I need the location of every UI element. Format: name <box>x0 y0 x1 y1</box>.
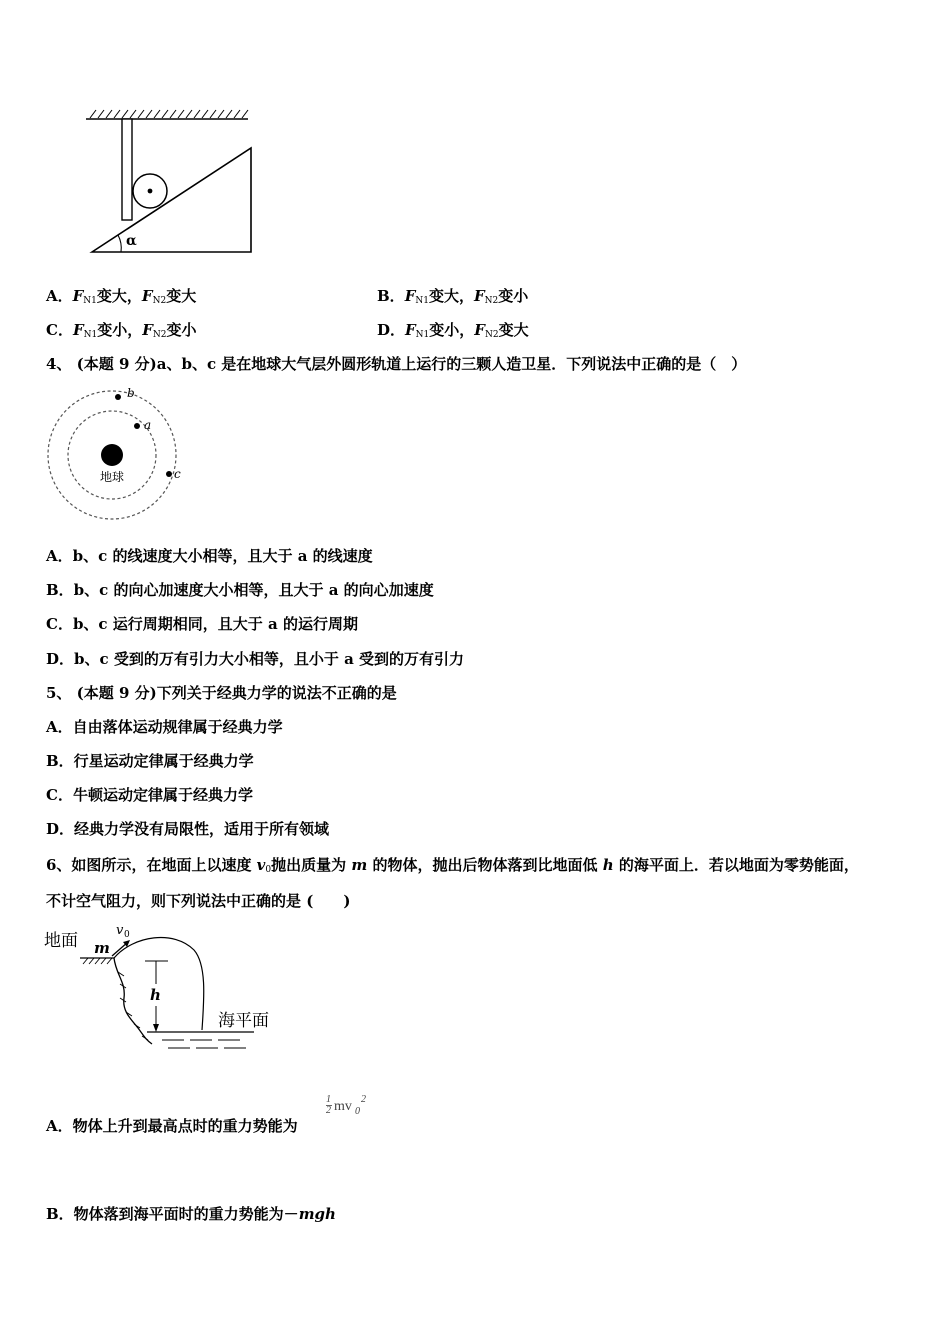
q6-option-b: B．物体落到海平面时的重力势能为－mgh <box>46 1205 336 1223</box>
q3-option-a: A．$F_{N1}$变大，$F_{N2}$变大 <box>46 287 197 306</box>
incline-figure <box>80 108 260 258</box>
earth-label: 地球 <box>100 470 125 484</box>
plank <box>122 119 132 220</box>
incline-wedge <box>92 148 251 252</box>
q4-stem: 4、 (本题 9 分)a、b、c 是在地球大气层外圆形轨道上运行的三颗人造卫星．下列说法中正确的是（ ） <box>46 355 747 373</box>
q5-stem: 5、 (本题 9 分)下列关于经典力学的说法不正确的是 <box>46 684 397 702</box>
q4-option-b: B．b、c 的向心加速度大小相等，且大于 a 的向心加速度 <box>46 581 434 599</box>
svg-text:a: a <box>144 418 152 432</box>
svg-text:0: 0 <box>124 930 130 940</box>
q3-option-d: D．$F_{N1}$变小，$F_{N2}$变大 <box>377 321 529 340</box>
q6-option-a-formula: 1 2 mv 0 2 <box>326 1094 366 1117</box>
q5-option-c: C．牛顿运动定律属于经典力学 <box>46 786 253 804</box>
orbit-figure <box>46 385 186 525</box>
q6-stem-line2: 不计空气阻力，则下列说法中正确的是 ( ) <box>46 892 351 910</box>
earth <box>101 444 123 466</box>
satellite-c <box>166 471 172 477</box>
q6-stem-line1: 6、如图所示，在地面上以速度 $v_0$抛出质量为 m 的物体，抛出后物体落到比地面低 h 的海平面上．若以地面为零势能面， <box>46 856 859 875</box>
q3-option-c: C．$F_{N1}$变小，$F_{N2}$变小 <box>46 321 197 340</box>
sea-label: 海平面 <box>218 1011 269 1031</box>
q6-option-a: A．物体上升到最高点时的重力势能为 <box>46 1117 298 1135</box>
svg-text:h: h <box>150 986 161 1004</box>
svg-text:c: c <box>174 467 181 481</box>
angle-label: α <box>126 233 137 249</box>
svg-text:b: b <box>127 386 135 400</box>
q5-option-a: A．自由落体运动规律属于经典力学 <box>46 718 283 736</box>
projectile-figure <box>44 920 294 1055</box>
svg-text:v: v <box>116 923 124 938</box>
q5-option-b: B．行星运动定律属于经典力学 <box>46 752 254 770</box>
ground-label: 地面 <box>44 931 78 951</box>
svg-text:m: m <box>94 939 110 957</box>
q4-option-d: D．b、c 受到的万有引力大小相等，且小于 a 受到的万有引力 <box>46 650 465 668</box>
q3-option-b: B．$F_{N1}$变大，$F_{N2}$变小 <box>377 287 529 306</box>
q5-option-d: D．经典力学没有局限性，适用于所有领域 <box>46 820 330 838</box>
q4-option-a: A．b、c 的线速度大小相等，且大于 a 的线速度 <box>46 547 373 565</box>
satellite-b <box>115 394 121 400</box>
q4-option-c: C．b、c 运行周期相同，且大于 a 的运行周期 <box>46 615 358 633</box>
satellite-a <box>134 423 140 429</box>
